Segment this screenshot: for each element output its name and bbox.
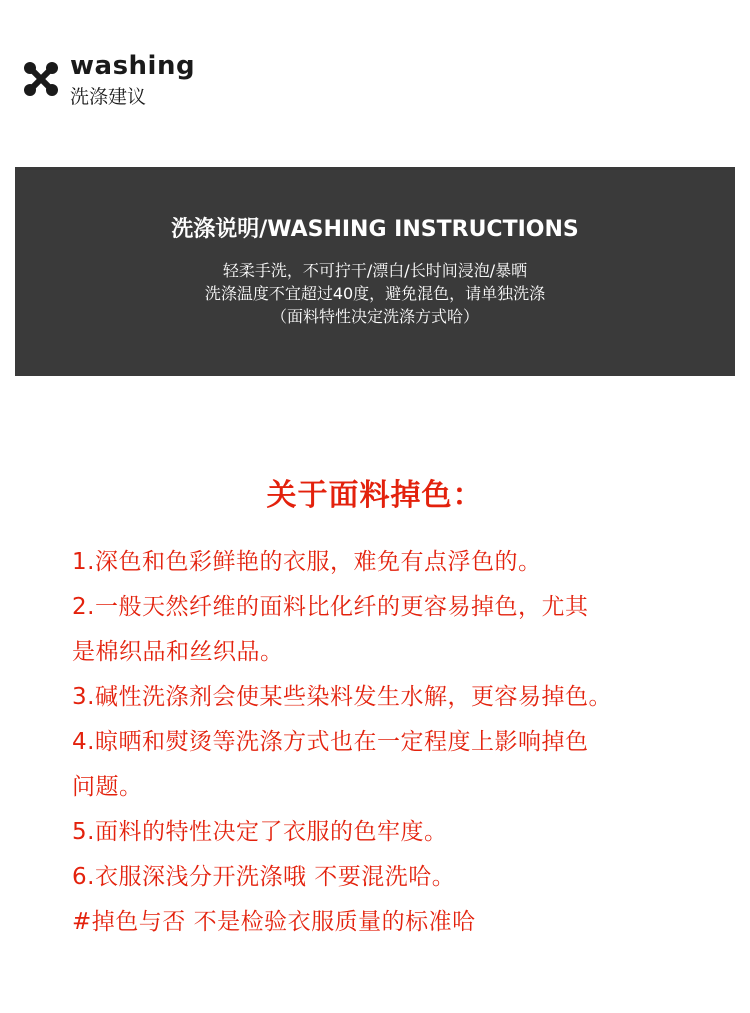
instruction-line: 洗涤温度不宜超过40度，避免混色，请单独洗涤 [204, 284, 546, 303]
instruction-line: （面料特性决定洗涤方式哈） [270, 307, 479, 326]
list-item: 3.碱性洗涤剂会使某些染料发生水解，更容易掉色。 [72, 684, 612, 710]
x-logo-icon [24, 62, 58, 96]
list-item: #掉色与否 不是检验衣服质量的标准哈 [72, 909, 476, 935]
washing-instructions-panel [15, 167, 735, 376]
header-title-en: washing [70, 51, 196, 81]
list-item: 4.晾晒和熨烫等洗涤方式也在一定程度上影响掉色 [72, 729, 589, 755]
instructions-title: 洗涤说明/WASHING INSTRUCTIONS [171, 217, 579, 242]
list-item: 6.衣服深浅分开洗涤哦 不要混洗哈。 [72, 864, 456, 890]
header-title-cn: 洗涤建议 [70, 86, 147, 108]
list-item: 是棉织品和丝织品。 [72, 639, 284, 665]
washing-header [24, 52, 324, 112]
color-fading-notes [0, 474, 750, 935]
list-item: 5.面料的特性决定了衣服的色牢度。 [72, 819, 448, 845]
list-item: 问题。 [72, 774, 143, 800]
list-item: 1.深色和色彩鲜艳的衣服，难免有点浮色的。 [72, 549, 542, 575]
list-item: 2.一般天然纤维的面料比化纤的更容易掉色，尤其 [72, 594, 589, 620]
notes-title: 关于面料掉色： [266, 478, 484, 513]
instruction-line: 轻柔手洗，不可拧干/漂白/长时间浸泡/暴晒 [222, 261, 528, 280]
notes-list [72, 540, 692, 945]
instructions-lines [15, 259, 735, 328]
